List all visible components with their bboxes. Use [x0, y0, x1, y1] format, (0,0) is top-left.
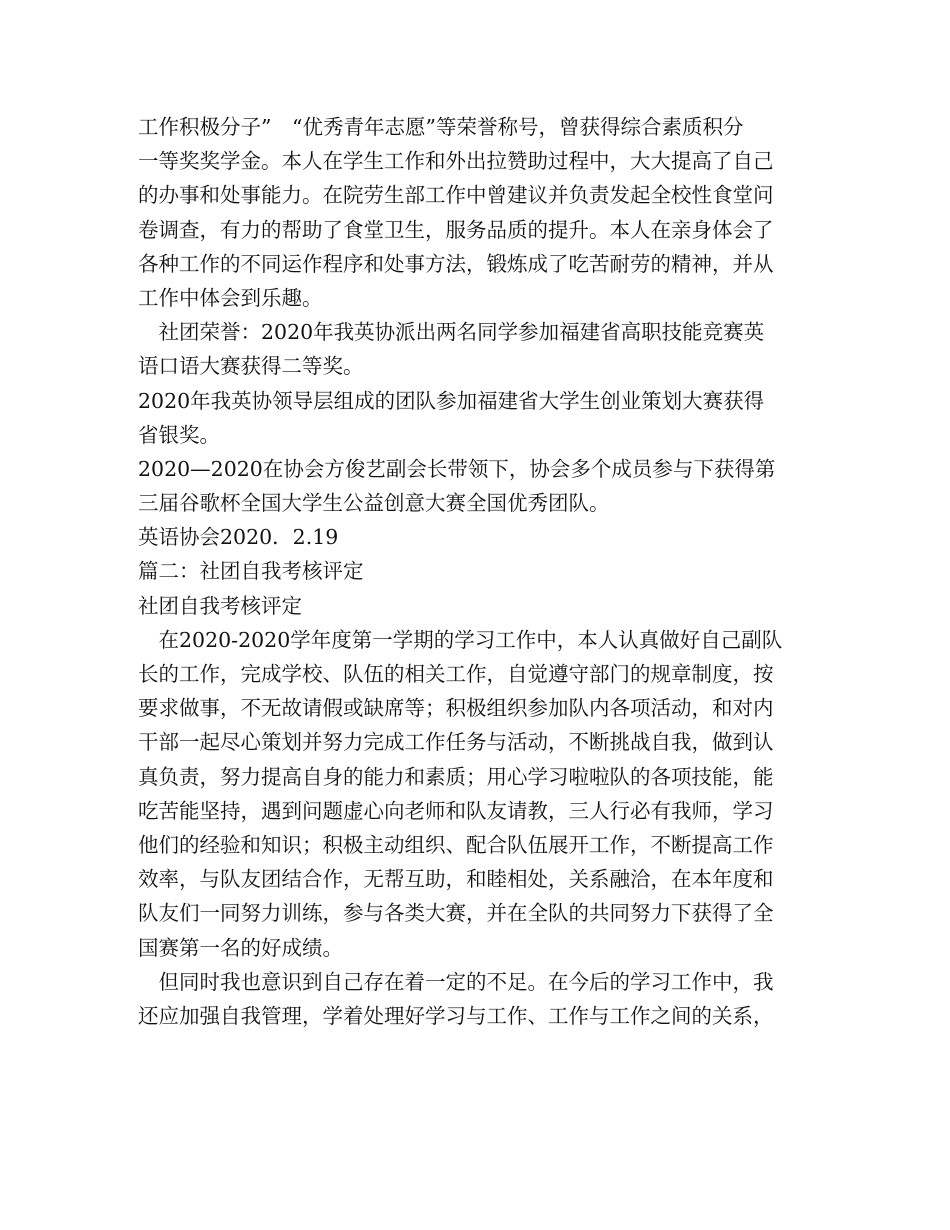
text-line: 吃苦能坚持，遇到问题虚心向老师和队友请教，三人行必有我师，学习	[138, 798, 774, 823]
text-line: 效率，与队友团结合作，无帮互助，和睦相处，关系融洽，在本年度和	[138, 867, 774, 892]
text-line: 但同时我也意识到自己存在着一定的不足。在今后的学习工作中，我	[138, 969, 774, 994]
section-title: 社团自我考核评定	[138, 593, 302, 618]
text-line: 真负责，努力提高自身的能力和素质；用心学习啦啦队的各项技能，能	[138, 764, 774, 789]
text-line: 一等奖奖学金。本人在学生工作和外出拉赞助过程中，大大提高了自己	[138, 149, 774, 174]
text-line: 各种工作的不同运作程序和处事方法，锻炼成了吃苦耐劳的精神，并从	[138, 251, 774, 276]
text-line: 要求做事，不无故请假或缺席等；积极组织参加队内各项活动，和对内	[138, 696, 774, 721]
text-line: 国赛第一名的好成绩。	[138, 935, 343, 960]
text-line: 卷调查，有力的帮助了食堂卫生，服务品质的提升。本人在亲身体会了	[138, 217, 774, 242]
text-line: 的办事和处事能力。在院劳生部工作中曾建议并负责发起全校性食堂问	[138, 183, 774, 208]
text-line: 三届谷歌杯全国大学生公益创意大赛全国优秀团队。	[138, 491, 610, 516]
document-body	[138, 110, 818, 1033]
text-line: 工作中体会到乐趣。	[138, 285, 323, 310]
chapter-heading: 篇二：社团自我考核评定	[138, 559, 364, 584]
signature-date-line: 英语协会2020．2.19	[138, 525, 339, 550]
text-line: 工作积极分子” “优秀青年志愿”等荣誉称号，曾获得综合素质积分	[138, 115, 744, 139]
section-honors-line: 社团荣誉：2020年我英协派出两名同学参加福建省高职技能竞赛英	[138, 320, 765, 345]
text-line: 在2020-2020学年度第一学期的学习工作中，本人认真做好自己副队	[138, 627, 783, 652]
text-line: 干部一起尽心策划并努力完成工作任务与活动，不断挑战自我，做到认	[138, 730, 774, 755]
text-line: 2020年我英协领导层组成的团队参加福建省大学生创业策划大赛获得	[138, 388, 765, 413]
text-line: 队友们一同努力训练，参与各类大赛，并在全队的共同努力下获得了全	[138, 901, 774, 926]
text-line: 语口语大赛获得二等奖。	[138, 354, 364, 379]
text-line: 他们的经验和知识；积极主动组织、配合队伍展开工作，不断提高工作	[138, 832, 774, 857]
text-line: 2020—2020在协会方俊艺副会长带领下，协会多个成员参与下获得第	[138, 456, 776, 481]
text-line: 还应加强自我管理，学着处理好学习与工作、工作与工作之间的关系，	[138, 1003, 774, 1028]
text-line: 长的工作，完成学校、队伍的相关工作，自觉遵守部门的规章制度，按	[138, 662, 774, 686]
text-line: 省银奖。	[138, 422, 220, 447]
